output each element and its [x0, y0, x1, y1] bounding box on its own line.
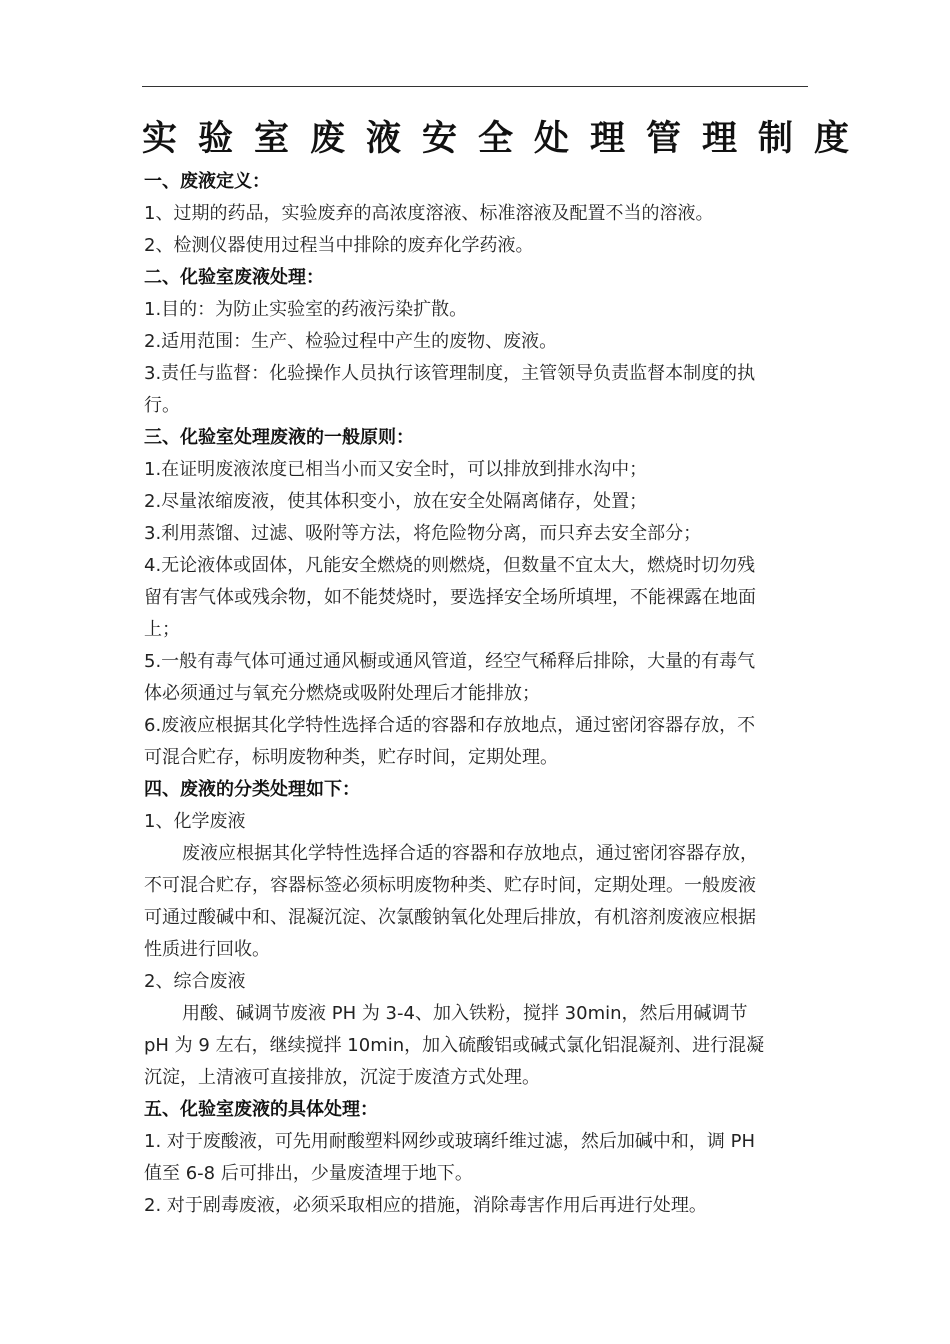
paragraph-line: 5.一般有毒气体可通过通风橱或通风管道，经空气稀释后排除，大量的有毒气 — [144, 651, 756, 672]
paragraph-line: 废液应根据其化学特性选择合适的容器和存放地点，通过密闭容器存放， — [182, 843, 758, 864]
section-heading-general-principles: 三、化验室处理废液的一般原则： — [144, 427, 414, 448]
section-heading-definition: 一、废液定义： — [144, 171, 270, 192]
paragraph-line: 1. 对于废酸液，可先用耐酸塑料网纱或玻璃纤维过滤，然后加碱中和，调 PH — [144, 1131, 756, 1152]
paragraph-line: 3.利用蒸馏、过滤、吸附等方法，将危险物分离，而只弃去安全部分； — [144, 523, 702, 544]
document-title: 实验室废液安全处理管理制度 — [142, 118, 871, 159]
paragraph-line: 4.无论液体或固体，凡能安全燃烧的则燃烧，但数量不宜太大，燃烧时切勿残 — [144, 555, 756, 576]
paragraph-line: 上； — [144, 619, 180, 640]
paragraph-line: 行。 — [144, 395, 180, 416]
subsection-label: 2、综合废液 — [144, 971, 246, 992]
paragraph-line: 不可混合贮存，容器标签必须标明废物种类、贮存时间，定期处理。一般废液 — [144, 875, 756, 896]
paragraph-line: 1.在证明废液浓度已相当小而又安全时，可以排放到排水沟中； — [144, 459, 648, 480]
paragraph-line: 2、检测仪器使用过程当中排除的废弃化学药液。 — [144, 235, 534, 256]
paragraph-line: 3.责任与监督：化验操作人员执行该管理制度，主管领导负责监督本制度的执 — [144, 363, 756, 384]
subsection-label: 1、化学废液 — [144, 811, 246, 832]
top-divider — [142, 86, 808, 87]
paragraph-line: 沉淀，上清液可直接排放，沉淀于废渣方式处理。 — [144, 1067, 540, 1088]
paragraph-line: 2.尽量浓缩废液，使其体积变小，放在安全处隔离储存，处置； — [144, 491, 648, 512]
paragraph-line: 2. 对于剧毒废液，必须采取相应的措施，消除毒害作用后再进行处理。 — [144, 1195, 707, 1216]
paragraph-line: 1.目的：为防止实验室的药液污染扩散。 — [144, 299, 468, 320]
paragraph-line: 可通过酸碱中和、混凝沉淀、次氯酸钠氧化处理后排放，有机溶剂废液应根据 — [144, 907, 756, 928]
paragraph-line: 留有害气体或残余物，如不能焚烧时，要选择安全场所填埋，不能裸露在地面 — [144, 587, 756, 608]
paragraph-line: 体必须通过与氧充分燃烧或吸附处理后才能排放； — [144, 683, 540, 704]
paragraph-line: 用酸、碱调节废液 PH 为 3-4、加入铁粉，搅拌 30min，然后用碱调节 — [182, 1003, 748, 1024]
section-heading-specific-handling: 五、化验室废液的具体处理： — [144, 1099, 378, 1120]
paragraph-line: 2.适用范围：生产、检验过程中产生的废物、废液。 — [144, 331, 558, 352]
paragraph-line: 性质进行回收。 — [144, 939, 270, 960]
paragraph-line: 可混合贮存，标明废物种类，贮存时间，定期处理。 — [144, 747, 558, 768]
paragraph-line: pH 为 9 左右，继续搅拌 10min，加入硫酸铝或碱式氯化铝混凝剂、进行混凝 — [144, 1035, 765, 1056]
paragraph-line: 值至 6-8 后可排出，少量废渣埋于地下。 — [144, 1163, 473, 1184]
paragraph-line: 1、过期的药品，实验废弃的高浓度溶液、标准溶液及配置不当的溶液。 — [144, 203, 714, 224]
section-heading-classification: 四、废液的分类处理如下： — [144, 779, 360, 800]
section-heading-lab-waste-handling: 二、化验室废液处理： — [144, 267, 324, 288]
paragraph-line: 6.废液应根据其化学特性选择合适的容器和存放地点，通过密闭容器存放，不 — [144, 715, 756, 736]
document-body — [144, 166, 800, 1222]
